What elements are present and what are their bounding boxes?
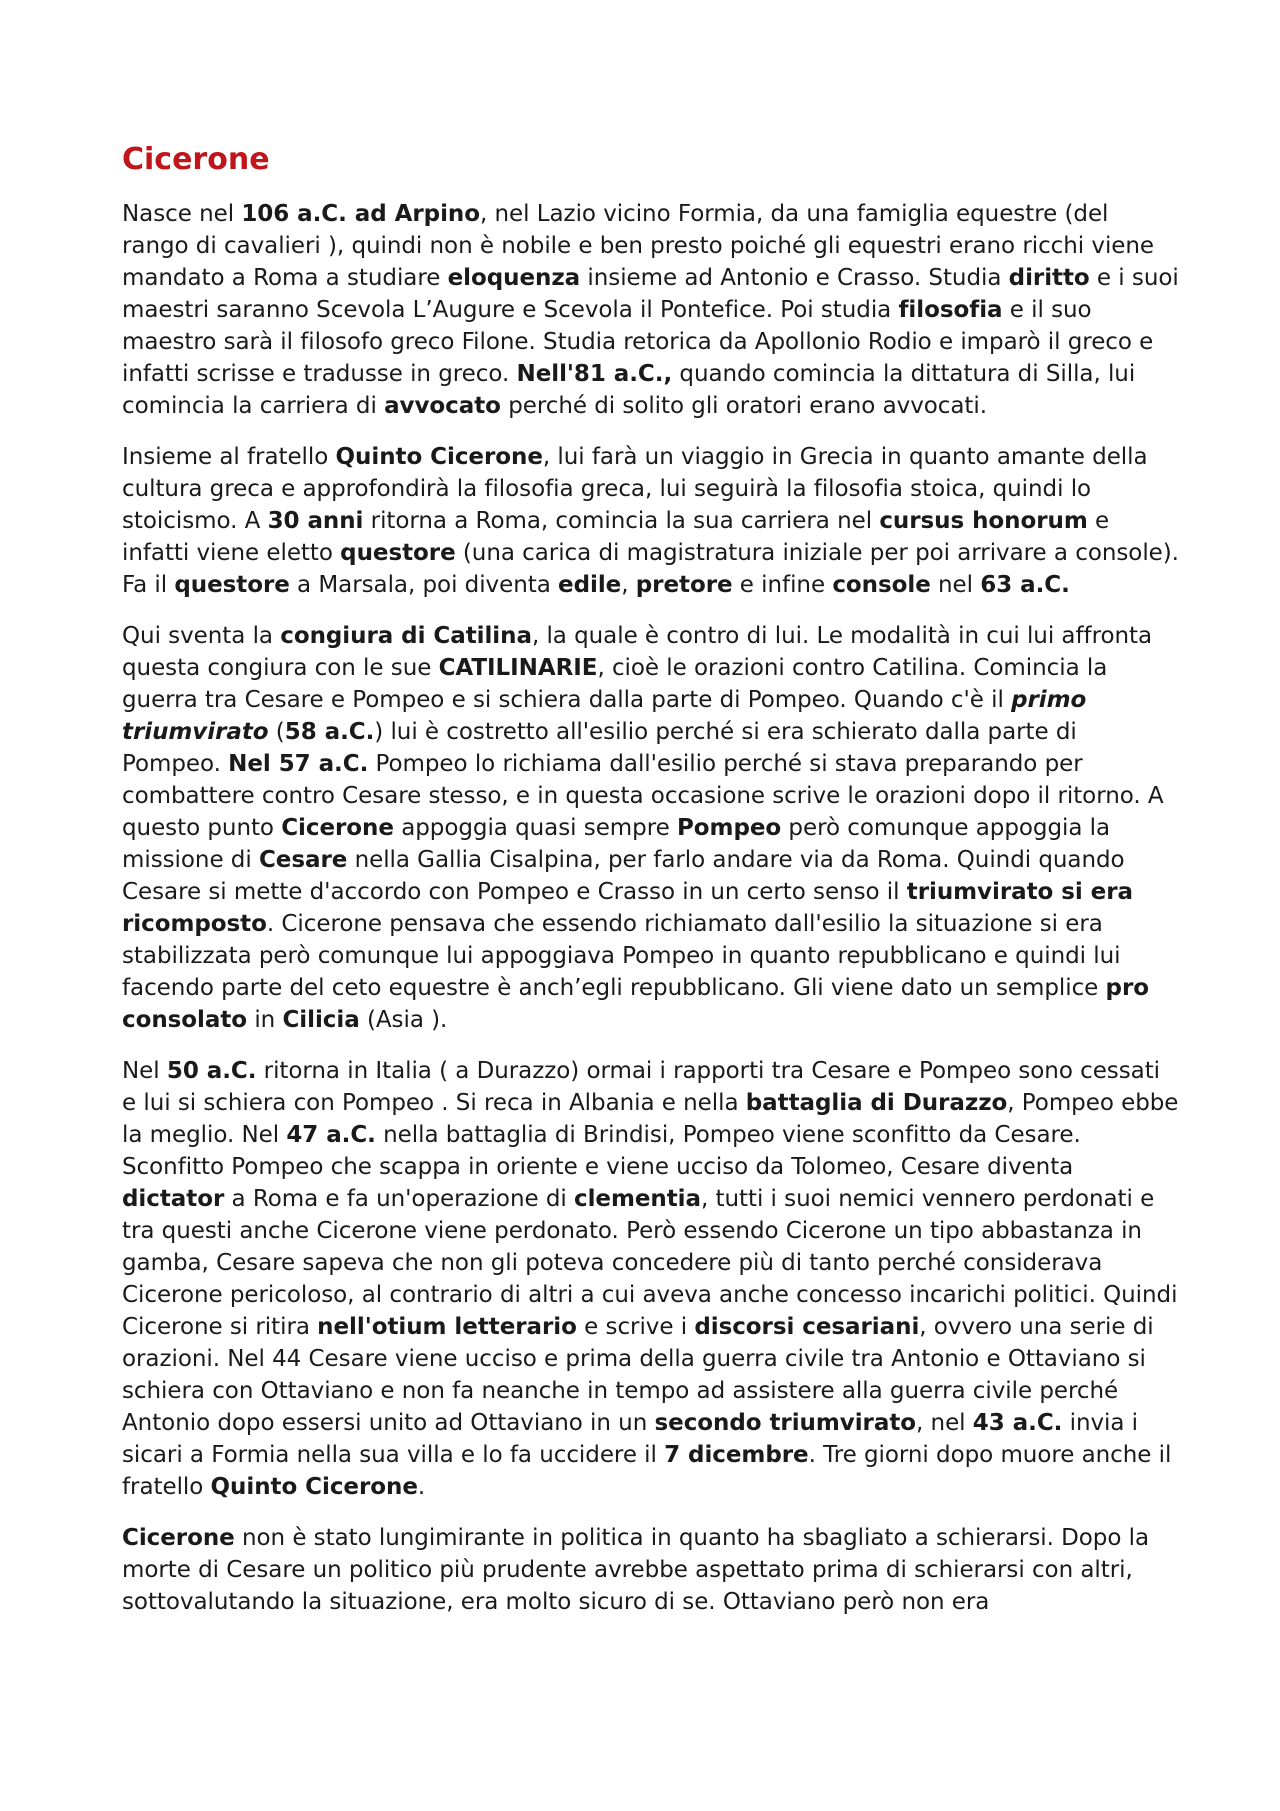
text-run: non è stato lungimirante in politica in quanto ha sbagliato a schierarsi. Dopo la morte di Cesare un politico più prudente avrebbe aspettato prima di schierarsi con altri, sottovalutando la situazione, era molto sicuro di se. Ottaviano però non era <box>122 1525 1150 1615</box>
text-run: , tutti i suoi nemici vennero perdonati e tra questi anche Cicerone viene perdonato. Però essendo Cicerone un tipo abbastanza in gamba, Cesare sapeva che non gli poteva concedere più di tanto perché considerava Cicerone pericoloso, al contrario di altri a cui aveva anche concesso incarichi politici. Quindi Cicerone si ritira <box>122 1186 1178 1340</box>
emphasis-run: cursus honorum <box>879 508 1088 534</box>
text-run: nella battaglia di Brindisi, Pompeo viene sconfitto da Cesare. Sconfitto Pompeo che scappa in oriente e viene ucciso da Tolomeo, Cesare diventa <box>122 1122 1081 1180</box>
text-run: . Tre giorni dopo muore anche il fratello <box>122 1442 1172 1500</box>
text-run: , nel <box>916 1410 973 1436</box>
emphasis-run: 7 dicembre <box>664 1442 809 1468</box>
text-run: in <box>247 1007 283 1033</box>
text-run: e infatti viene eletto <box>122 508 1110 566</box>
emphasis-run: questore <box>340 540 456 566</box>
text-run: nella Gallia Cisalpina, per farlo andare via da Roma. Quindi quando Cesare si mette d'accordo con Pompeo e Crasso in un certo senso il <box>122 847 1125 905</box>
text-run: Insieme al fratello <box>122 444 336 470</box>
paragraph <box>122 1055 1180 1503</box>
text-run: e infine <box>732 572 833 598</box>
emphasis-run: diritto <box>1008 265 1090 291</box>
emphasis-run: CATILINARIE <box>438 655 598 681</box>
emphasis-run: edile <box>558 572 622 598</box>
emphasis-run: primo triumvirato <box>122 687 1087 745</box>
text-run: Nel <box>122 1058 167 1084</box>
text-run: , lui farà un viaggio in Grecia in quanto amante della cultura greca e approfondirà la filosofia greca, lui seguirà la filosofia stoica, quindi lo stoicismo. A <box>122 444 1148 534</box>
text-run: quando comincia la dittatura di Silla, lui comincia la carriera di <box>122 361 1136 419</box>
emphasis-run: nell'otium letterario <box>317 1314 577 1340</box>
emphasis-run: console <box>832 572 931 598</box>
emphasis-run: 58 a.C. <box>284 719 375 745</box>
emphasis-run: congiura di Catilina <box>280 623 532 649</box>
emphasis-run: 63 a.C. <box>980 572 1070 598</box>
emphasis-run: discorsi cesariani <box>694 1314 920 1340</box>
text-run: , cioè le orazioni contro Catilina. Comincia la guerra tra Cesare e Pompeo e si schiera dalla parte di Pompeo. Quando c'è il <box>122 655 1108 713</box>
emphasis-run: Cilicia <box>282 1007 360 1033</box>
emphasis-run: triumvirato si era ricomposto <box>122 879 1133 937</box>
text-run: . <box>417 1474 426 1500</box>
text-run: , Pompeo ebbe la meglio. Nel <box>122 1090 1179 1148</box>
emphasis-run: Nell'81 a.C., <box>516 361 673 387</box>
text-run: appoggia quasi sempre <box>393 815 677 841</box>
document-page <box>122 140 1180 1637</box>
text-run: ( <box>268 719 285 745</box>
emphasis-run: avvocato <box>384 393 501 419</box>
paragraph <box>122 1522 1180 1618</box>
text-run: , ovvero una serie di orazioni. Nel 44 Cesare viene ucciso e prima della guerra civile tra Antonio e Ottaviano si schiera con Ottaviano e non fa neanche in tempo ad assistere alla guerra civile perché Antonio dopo essersi unito ad Ottaviano in un <box>122 1314 1154 1436</box>
emphasis-run: questore <box>174 572 290 598</box>
text-run: a Roma e fa un'operazione di <box>224 1186 574 1212</box>
text-run: insieme ad Antonio e Crasso. Studia <box>580 265 1009 291</box>
text-run: Pompeo lo richiama dall'esilio perché si stava preparando per combattere contro Cesare stesso, e in questa occasione scrive le orazioni dopo il ritorno. A questo punto <box>122 751 1164 841</box>
text-run: Nasce nel <box>122 201 242 227</box>
emphasis-run: 30 anni <box>267 508 364 534</box>
text-run: ) lui è costretto all'esilio perché si era schierato dalla parte di Pompeo. <box>122 719 1077 777</box>
text-run: e scrive i <box>576 1314 695 1340</box>
text-run: . Cicerone pensava che essendo richiamato dall'esilio la situazione si era stabilizzata però comunque lui appoggiava Pompeo in quanto repubblicano e quindi lui facendo parte del ceto equestre è anch’egli repubblicano. Gli viene dato un semplice <box>122 911 1121 1001</box>
paragraph <box>122 198 1180 422</box>
text-run: (Asia ). <box>359 1007 448 1033</box>
text-run: nel <box>930 572 981 598</box>
text-run: , la quale è contro di lui. Le modalità in cui lui affronta questa congiura con le sue <box>122 623 1153 681</box>
emphasis-run: dictator <box>122 1186 225 1212</box>
document-body <box>122 198 1180 1618</box>
text-run: e i suoi maestri saranno Scevola L’Augure e Scevola il Pontefice. Poi studia <box>122 265 1179 323</box>
emphasis-run: Nel 57 a.C. <box>228 751 369 777</box>
emphasis-run: Cicerone <box>281 815 394 841</box>
emphasis-run: secondo triumvirato <box>654 1410 917 1436</box>
emphasis-run: 47 a.C. <box>286 1122 376 1148</box>
emphasis-run: Pompeo <box>676 815 782 841</box>
text-run: ritorna in Italia ( a Durazzo) ormai i rapporti tra Cesare e Pompeo sono cessati e lui si schiera con Pompeo . Si reca in Albania e nella <box>122 1058 1161 1116</box>
text-run: perché di solito gli oratori erano avvocati. <box>500 393 987 419</box>
text-run: a Marsala, poi diventa <box>289 572 559 598</box>
emphasis-run: clementia <box>573 1186 701 1212</box>
emphasis-run: battaglia di Durazzo <box>745 1090 1008 1116</box>
emphasis-run: Cesare <box>258 847 348 873</box>
text-run: però comunque appoggia la missione di <box>122 815 1111 873</box>
emphasis-run: pro consolato <box>122 975 1149 1033</box>
text-run: Qui sventa la <box>122 623 281 649</box>
document-title: Cicerone <box>122 142 270 177</box>
paragraph <box>122 441 1180 601</box>
emphasis-run: eloquenza <box>447 265 581 291</box>
emphasis-run: Quinto Cicerone <box>335 444 543 470</box>
emphasis-run: pretore <box>635 572 733 598</box>
text-run: e il suo maestro sarà il filosofo greco Filone. Studia retorica da Apollonio Rodio e imparò il greco e infatti scrisse e tradusse in greco. <box>122 297 1154 387</box>
text-run: , <box>621 572 636 598</box>
emphasis-run: 106 a.C. ad Arpino <box>241 201 480 227</box>
emphasis-run: 50 a.C. <box>166 1058 257 1084</box>
emphasis-run: 43 a.C. <box>972 1410 1063 1436</box>
emphasis-run: Cicerone <box>122 1525 235 1551</box>
text-run: (una carica di magistratura iniziale per poi arrivare a console). Fa il <box>122 540 1179 598</box>
text-run: , nel Lazio vicino Formia, da una famiglia equestre (del rango di cavalieri ), quindi non è nobile e ben presto poiché gli equestri erano ricchi viene mandato a Roma a studiare <box>122 201 1155 291</box>
text-run: invia i sicari a Formia nella sua villa e lo fa uccidere il <box>122 1410 1139 1468</box>
emphasis-run: filosofia <box>898 297 1003 323</box>
emphasis-run: Quinto Cicerone <box>210 1474 418 1500</box>
paragraph <box>122 620 1180 1036</box>
text-run: ritorna a Roma, comincia la sua carriera nel <box>363 508 880 534</box>
